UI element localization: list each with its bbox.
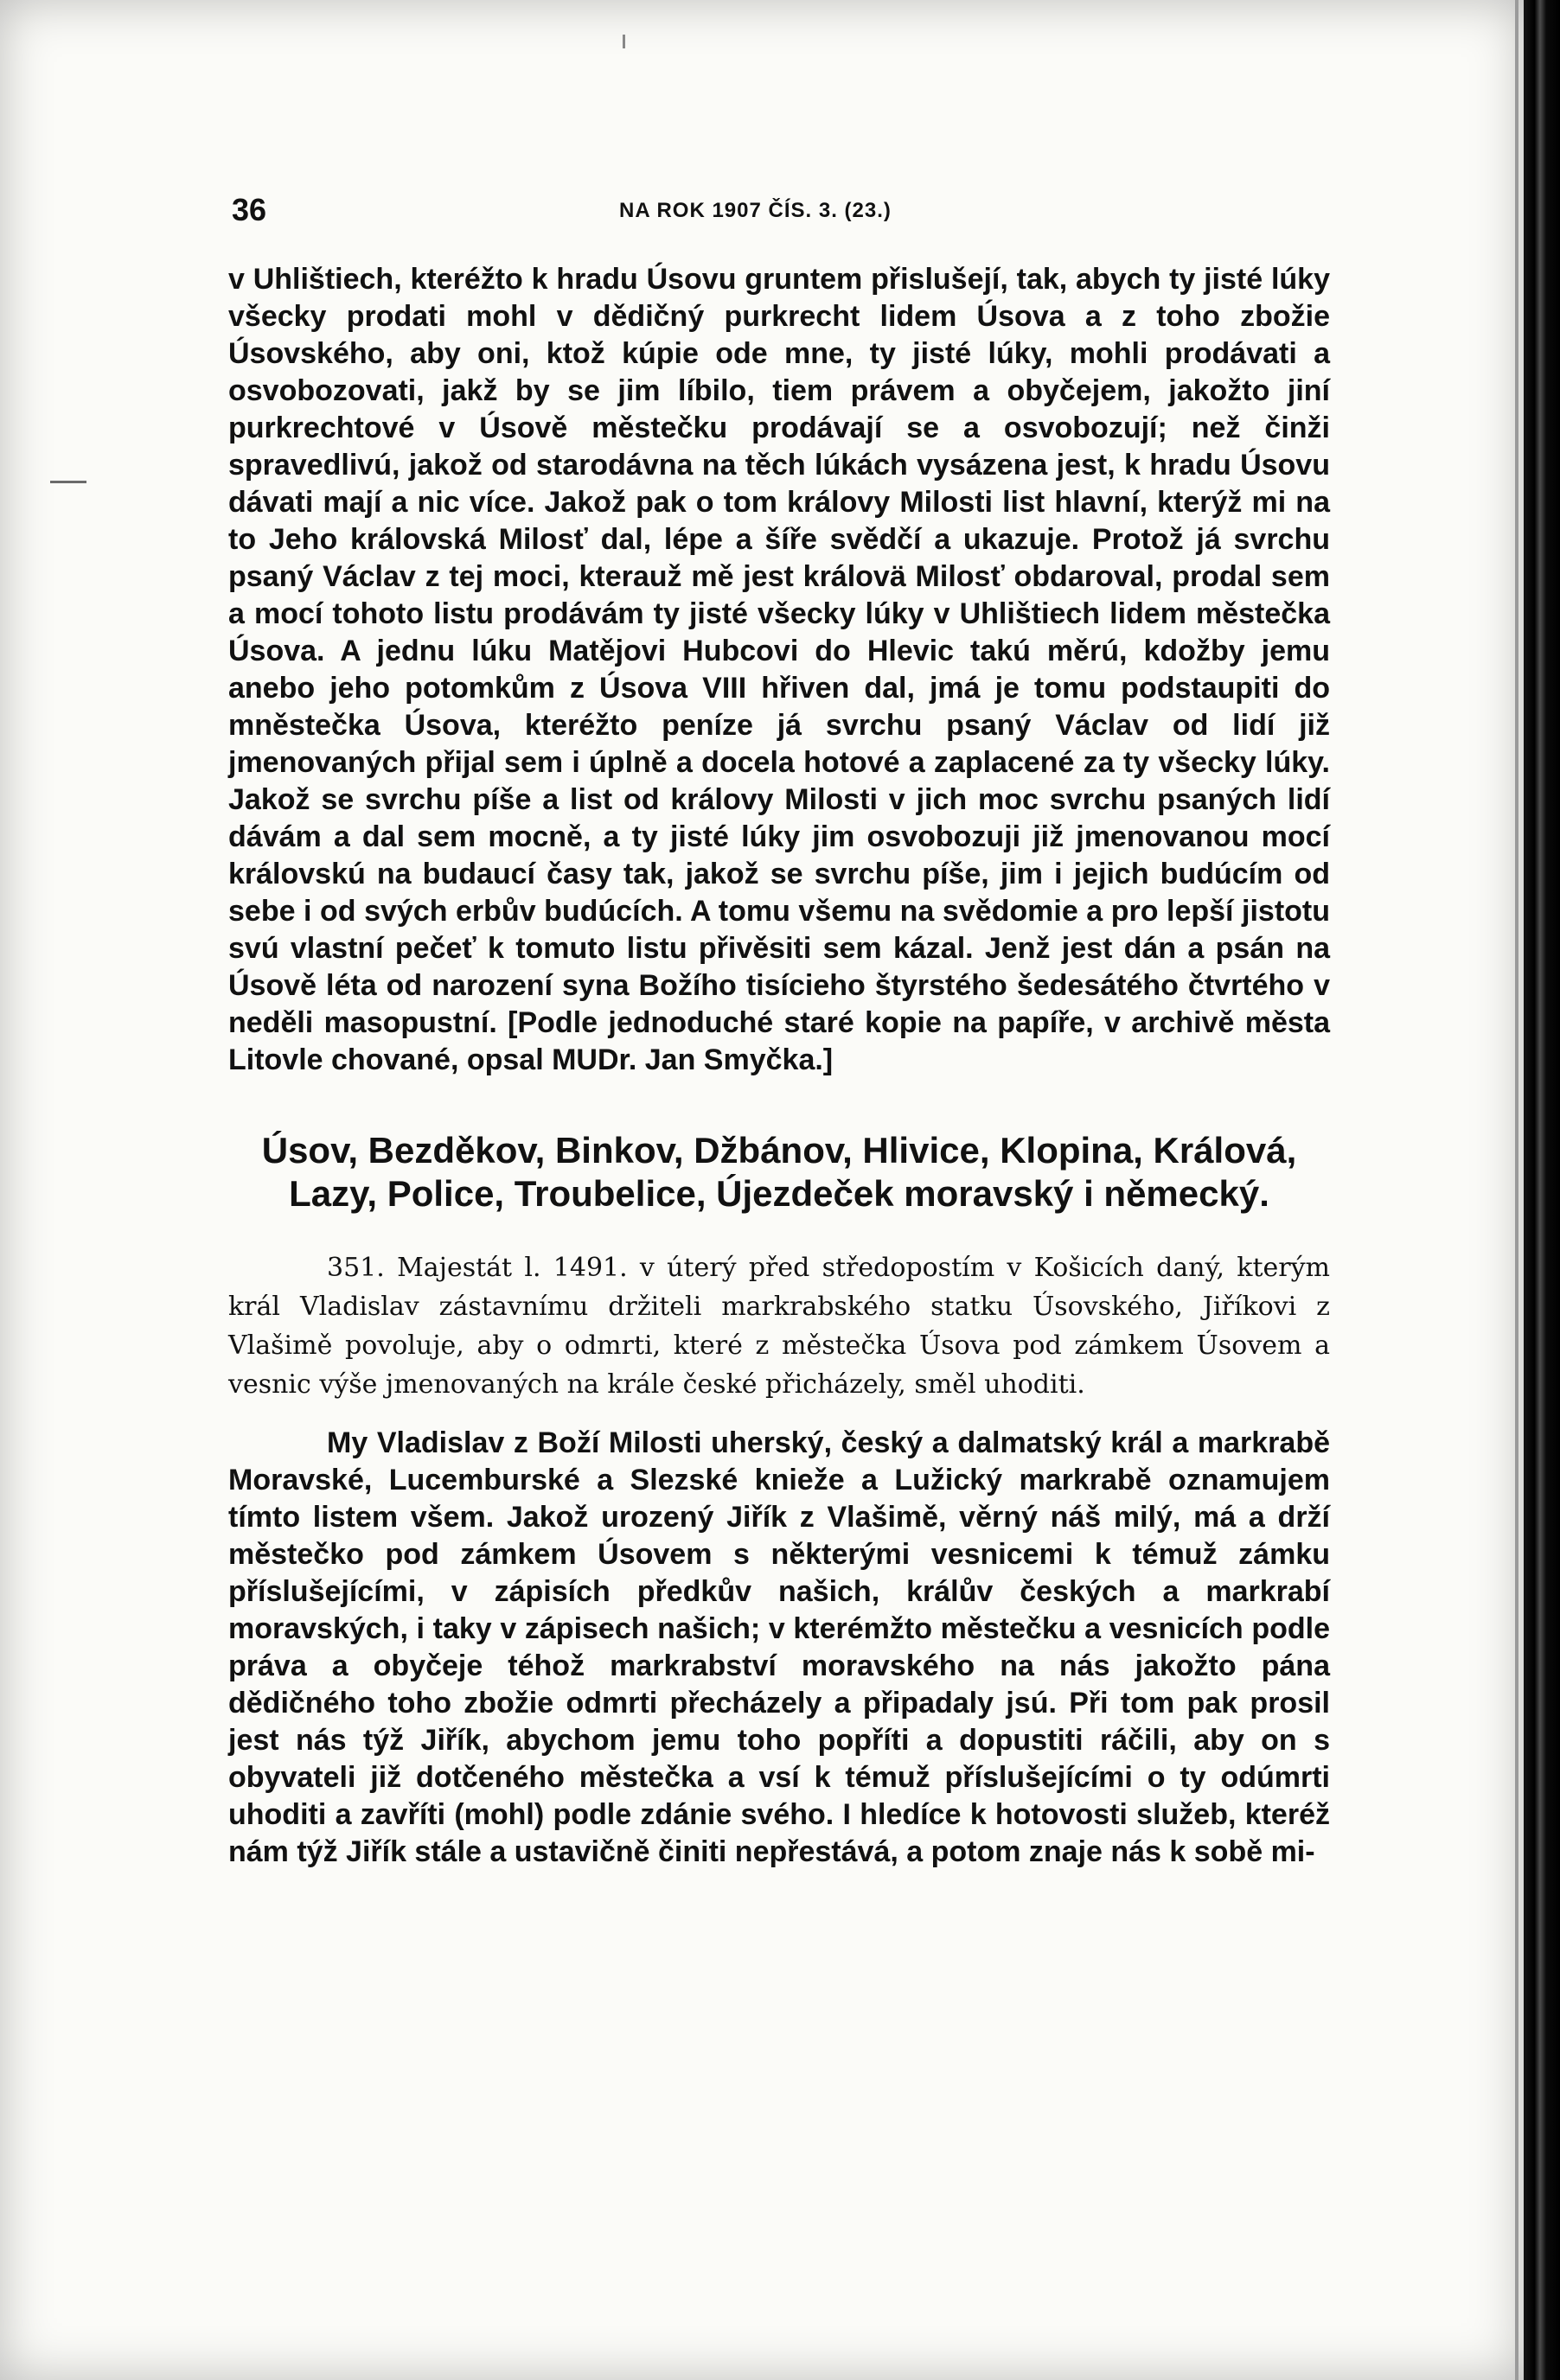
scan-tick-mark [623, 35, 625, 48]
margin-mark [50, 481, 86, 483]
page-number: 36 [232, 192, 267, 227]
scan-edge-strip [1524, 0, 1560, 2380]
regest-paragraph: 351. Majestát l. 1491. v úterý před středopostím v Košicích daný, kterým král Vladislav zástavnímu držiteli markrabského statku Úsovského, Jiříkovi z Vlašimě povoluje, aby o odmrti, které z městečka Úsova pod zámkem Úsovem a vesnic výše jmenovaných na krále české přicházely, směl uhoditi. [228, 1253, 1330, 1400]
page-edge-line [1515, 0, 1518, 2380]
section-heading: Úsov, Bezděkov, Binkov, Džbánov, Hlivice, Klopina, Králová, Lazy, Police, Troubelice, Újezdeček moravský i německý. [261, 1130, 1297, 1214]
body-paragraph-3: My Vladislav z Boží Milosti uherský, český a dalmatský král a markrabě Moravské, Lucemburské a Slezské knieže a Lužický markrabě oznamujem tímto listem všem. Jakož urozený Jiřík z Vlašimě, věrný náš milý, má a drží městečko pod zámkem Úsovem s některými vesnicemi k témuž zámku příslušejícími, v zápisích předkův našich, králův českých a markrabí moravských, i taky v zápisech našich; v kterémžto městečku a vesnicích podle práva a obyčeje téhož markrabství moravského na nás jakožto pána dědičného toho zbožie odmrti přecházely a připadaly jsú. Při tom pak prosil jest nás týž Jiřík, abychom jemu toho popříti a dopustiti ráčili, aby on s obyvateli již dotčeného městečka a vsí k témuž příslušejícími o ty odúmrti uhoditi a zavříti (mohl) podle zdánie svého. I hledíce k hotovosti služeb, kteréž nám týž Jiřík stále a ustavičně činiti nepřestává, a potom znaje nás k sobě mi- [228, 1426, 1330, 1868]
body-paragraph-1: v Uhlištiech, kteréžto k hradu Úsovu gruntem přislušejí, tak, abych ty jisté lúky všecky prodati mohl v dědičný purkrecht lidem Úsova a z toho zbožie Úsovského, aby oni, ktož kúpie ode mne, ty jisté lúky, mohli prodávati a osvobozovati, jakž by se jim líbilo, tiem právem a obyčejem, jakožto jiní purkrechtové v Úsově městečku prodávají se a osvobozují; než činži spravedlivú, jakož od starodávna na těch lúkách vysázena jest, k hradu Úsovu dávati mají a nic více. Jakož pak o tom královy Milosti list hlavní, kterýž mi na to Jeho královská Milosť dal, lépe a šíře svědčí a ukazuje. Protož já svrchu psaný Václav z tej moci, kterauž mě jest královä Milosť obdaroval, prodal sem a mocí tohoto listu prodávám ty jisté všecky lúky v Uhlištiech lidem městečka Úsova. A jednu lúku Matějovi Hubcovi do Hlevic takú měrú, kdožby jemu anebo jeho potomkům z Úsova VIII hřiven dal, jmá je tomu podstaupiti do mněstečka Úsova, kteréžto peníze já svrchu psaný Václav od lidí již jmenovaných přijal sem i úplně a docela hotové a zaplacené za ty všecky lúky. Jakož se svrchu píše a list od královy Milosti v jich moc svrchu psaných lidí dávám a dal sem mocně, a ty jisté lúky jim osvobozuji již jmenovanou mocí královskú na budaucí časy tak, jakož se svrchu píše, jim i jejich budúcím od sebe i od svých erbův budúcích. A tomu všemu na svědomie a pro lepší jistotu svú vlastní pečeť k tomuto listu přivěsiti sem kázal. Jenž jest dán a psán na Úsově léta od narození syna Božího tisícieho štyrstého šedesátého čtvrtého v neděli masopustní. [Podle jednoduché staré kopie na papíře, v archivě města Litovle chované, opsal MUDr. Jan Smyčka.] [228, 263, 1330, 1076]
running-head: NA ROK 1907 ČÍS. 3. (23.) [619, 199, 892, 222]
page-header [232, 192, 1332, 240]
text-column [228, 261, 1330, 1871]
